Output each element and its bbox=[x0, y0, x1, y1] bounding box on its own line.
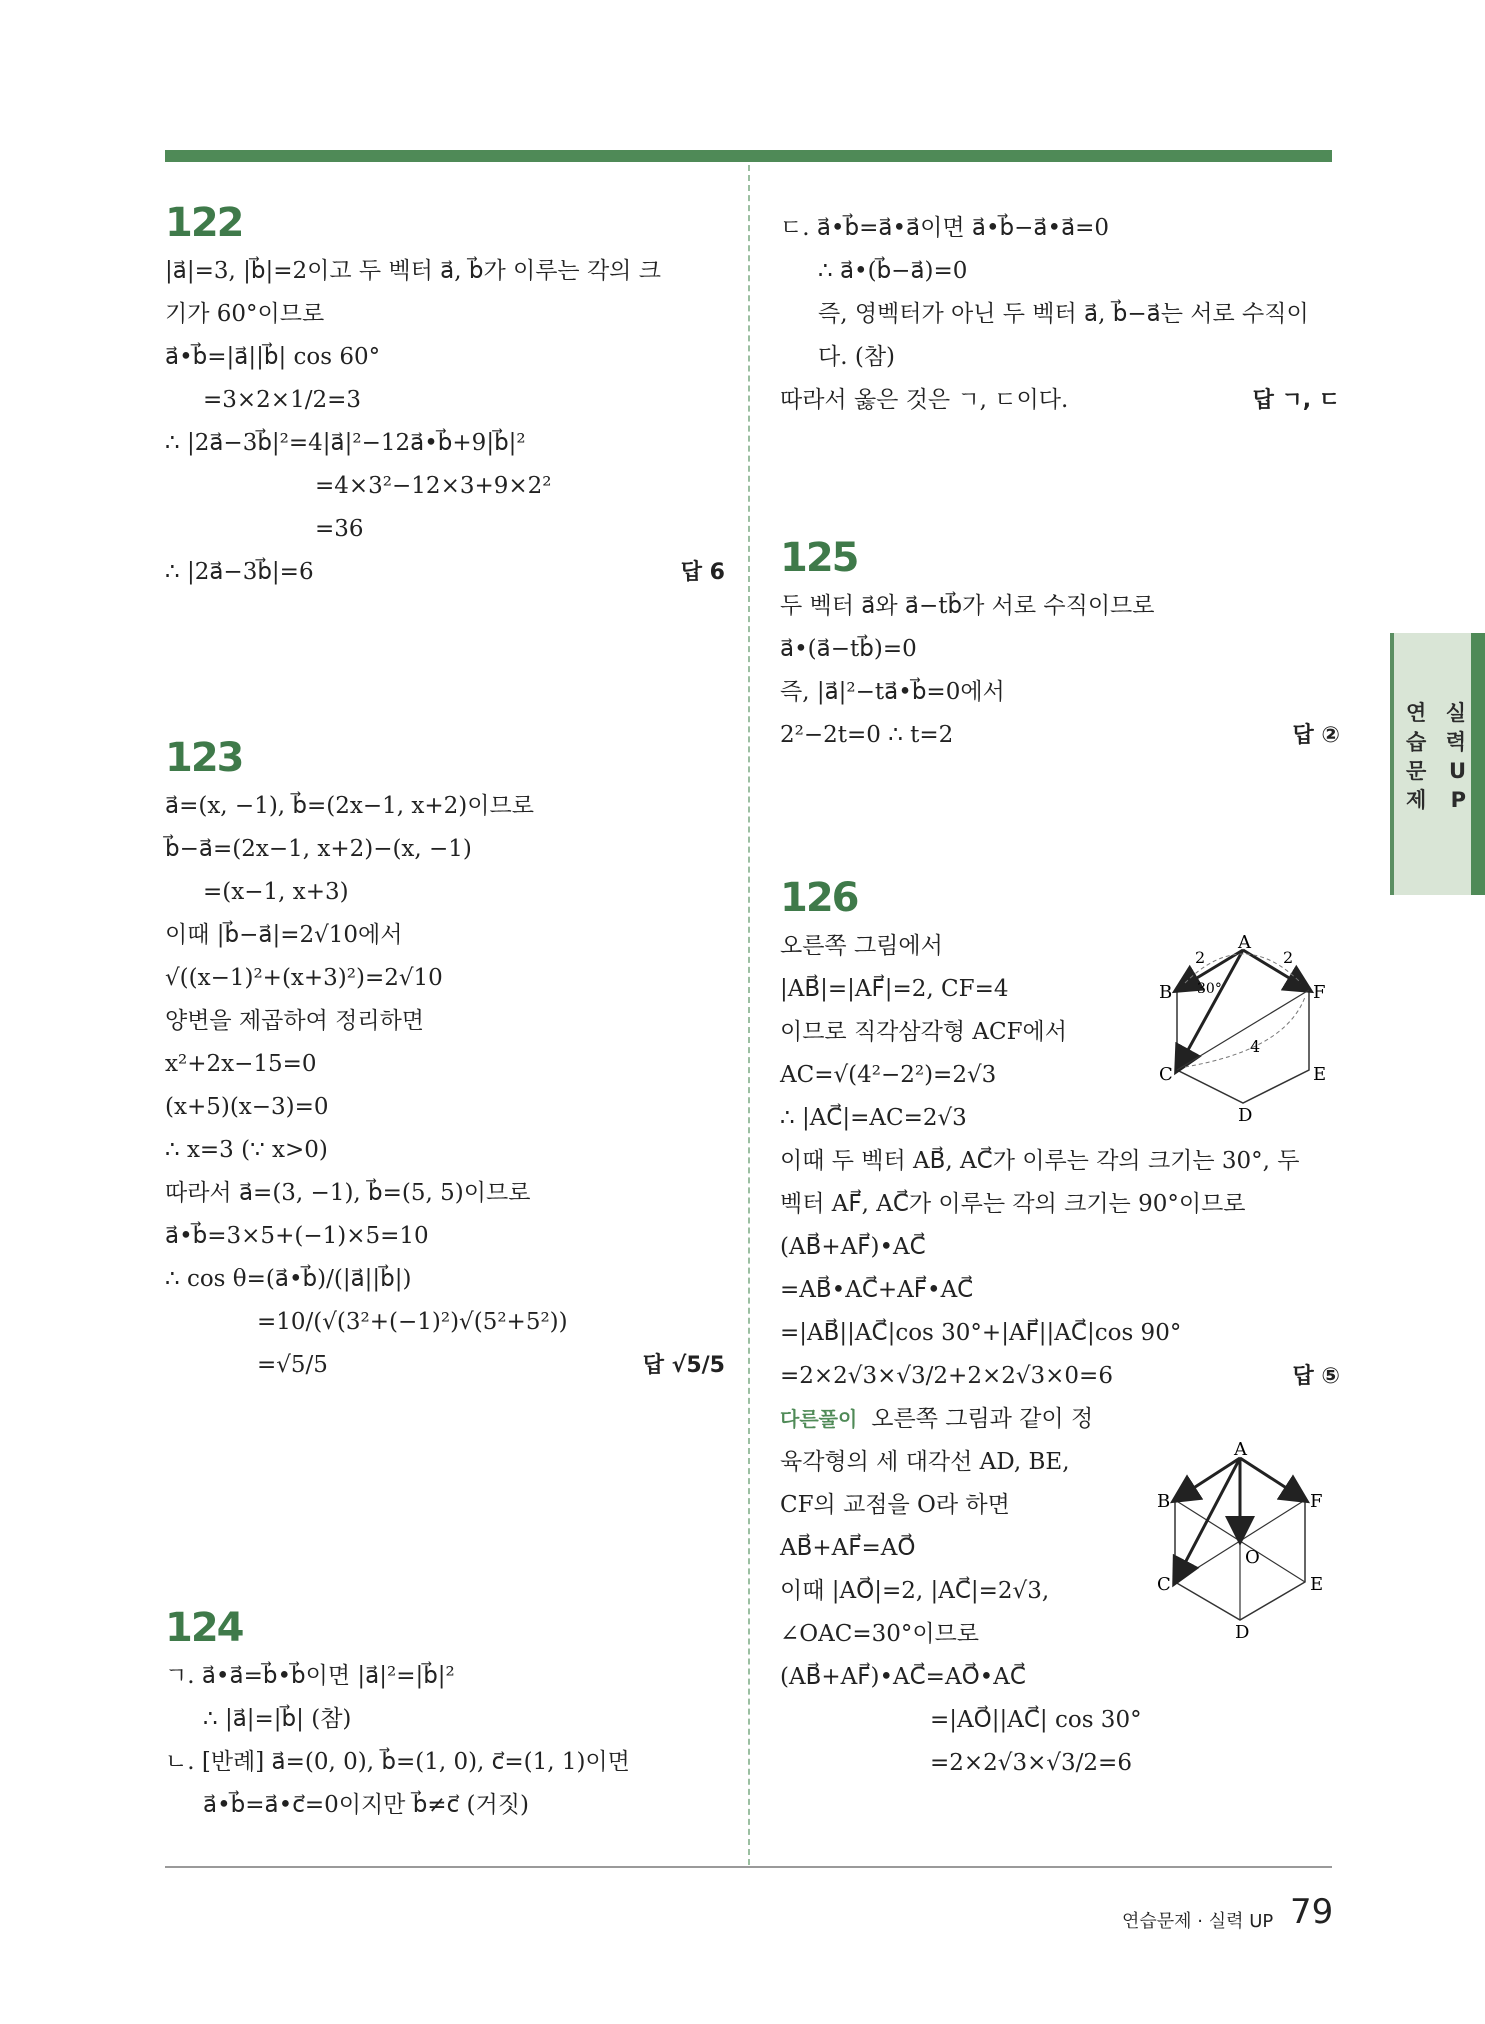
solution-line: =2×2√3×√3/2=6 bbox=[930, 1750, 1132, 1776]
answer: 답 ㄱ, ㄷ bbox=[1252, 388, 1340, 413]
vertex-label: A bbox=[1238, 932, 1251, 953]
solution-line: 벡터 AF⃗, AC⃗가 이루는 각의 크기는 90°이므로 bbox=[780, 1191, 1246, 1217]
center-label: O bbox=[1245, 1547, 1260, 1568]
solution-line bbox=[780, 1355, 1340, 1398]
solution-line: CF의 교점을 O라 하면 bbox=[780, 1492, 1010, 1518]
tab-char: P bbox=[1450, 788, 1466, 812]
column-divider bbox=[748, 165, 750, 1865]
solution-line: =3×2×1/2=3 bbox=[203, 387, 362, 413]
solution-line: AB⃗+AF⃗=AO⃗ bbox=[780, 1535, 916, 1561]
solution-line: 다. (참) bbox=[818, 344, 896, 370]
problem-124 bbox=[165, 1605, 725, 1827]
side-length-label: 2 bbox=[1195, 948, 1206, 967]
solution-line: √((x−1)²+(x+3)²)=2√10 bbox=[165, 965, 443, 991]
solution-line bbox=[165, 1344, 725, 1387]
hexagon-figure-2 bbox=[1145, 1439, 1335, 1643]
solution-line: =AB⃗•AC⃗+AF⃗•AC⃗ bbox=[780, 1277, 974, 1303]
solution-line: =10/(√(3²+(−1)²)√(5²+5²)) bbox=[257, 1309, 568, 1335]
solution-line: (AB⃗+AF⃗)•AC⃗ bbox=[780, 1234, 926, 1260]
angle-label: 30° bbox=[1197, 981, 1222, 997]
final-line: 따라서 옳은 것은 ㄱ, ㄷ이다. bbox=[780, 387, 1069, 413]
solution-line: 양변을 제곱하여 정리하면 bbox=[165, 1008, 425, 1034]
solution-line: ∴ x=3 (∵ x>0) bbox=[165, 1137, 328, 1163]
final-line: 2²−2t=0 ∴ t=2 bbox=[780, 722, 954, 748]
solution-line: b⃗−a⃗=(2x−1, x+2)−(x, −1) bbox=[165, 836, 472, 862]
problem-124-continued bbox=[780, 207, 1340, 422]
problem-number: 124 bbox=[165, 1605, 243, 1651]
problem-number: 122 bbox=[165, 200, 243, 246]
solution-line: 즉, |a⃗|²−ta⃗•b⃗=0에서 bbox=[780, 679, 1005, 705]
tab-char: 력 bbox=[1445, 730, 1466, 754]
solution-line: |AB⃗|=|AF⃗|=2, CF=4 bbox=[780, 976, 1009, 1002]
solution-line: 기가 60°이므로 bbox=[165, 301, 325, 327]
solution-line: AC=√(4²−2²)=2√3 bbox=[780, 1062, 997, 1088]
solution-line: =4×3²−12×3+9×2² bbox=[315, 473, 552, 499]
solution-line: |a⃗|=3, |b⃗|=2이고 두 벡터 a⃗, b⃗가 이루는 각의 크 bbox=[165, 258, 661, 284]
solution-line bbox=[780, 714, 1340, 757]
alt-line: 오른쪽 그림과 같이 정 bbox=[871, 1406, 1094, 1432]
vertex-label: D bbox=[1238, 1105, 1253, 1126]
solution-line: 즉, 영벡터가 아닌 두 벡터 a⃗, b⃗−a⃗는 서로 수직이 bbox=[818, 301, 1309, 327]
diagonal-length-label: 4 bbox=[1250, 1037, 1261, 1056]
solution-line: 오른쪽 그림에서 bbox=[780, 933, 943, 959]
problem-number: 126 bbox=[780, 875, 858, 921]
solution-line: ∴ cos θ=(a⃗•b⃗)/(|a⃗||b⃗|) bbox=[165, 1266, 412, 1292]
vertex-label: F bbox=[1313, 982, 1326, 1003]
solution-line: ∠OAC=30°이므로 bbox=[780, 1621, 980, 1647]
solution-line bbox=[780, 1398, 1340, 1441]
vertex-label: F bbox=[1310, 1491, 1323, 1512]
bottom-rule bbox=[165, 1866, 1332, 1868]
solution-line: =|AO⃗||AC⃗| cos 30° bbox=[930, 1707, 1142, 1733]
problem-number: 123 bbox=[165, 735, 243, 781]
solution-line: a⃗•b⃗=|a⃗||b⃗| cos 60° bbox=[165, 344, 381, 370]
alt-solution-label: 다른풀이 bbox=[780, 1407, 858, 1431]
final-line: ∴ |2a⃗−3b⃗|=6 bbox=[165, 559, 314, 585]
solution-line: 따라서 a⃗=(3, −1), b⃗=(5, 5)이므로 bbox=[165, 1180, 531, 1206]
answer: 답 6 bbox=[680, 560, 725, 585]
solution-line: a⃗•(a⃗−tb⃗)=0 bbox=[780, 636, 917, 662]
tab-char: U bbox=[1448, 759, 1466, 783]
solution-line: x²+2x−15=0 bbox=[165, 1051, 317, 1077]
solution-line: ∴ |2a⃗−3b⃗|²=4|a⃗|²−12a⃗•b⃗+9|b⃗|² bbox=[165, 430, 526, 456]
solution-line: 두 벡터 a⃗와 a⃗−tb⃗가 서로 수직이므로 bbox=[780, 593, 1155, 619]
solution-line: ∴ a⃗•(b⃗−a⃗)=0 bbox=[818, 258, 968, 284]
solution-line: (AB⃗+AF⃗)•AC⃗=AO⃗•AC⃗ bbox=[780, 1664, 1026, 1690]
top-rule bbox=[165, 150, 1332, 162]
vertex-label: C bbox=[1157, 1574, 1171, 1595]
tab-char: 습 bbox=[1406, 730, 1427, 754]
solution-line bbox=[780, 379, 1340, 422]
solution-line: 이때 두 벡터 AB⃗, AC⃗가 이루는 각의 크기는 30°, 두 bbox=[780, 1148, 1300, 1174]
solution-line: ∴ |AC⃗|=AC=2√3 bbox=[780, 1105, 967, 1131]
footer-section-label: 연습문제 · 실력 UP bbox=[1122, 1911, 1274, 1932]
solution-line: 이때 |AO⃗|=2, |AC⃗|=2√3, bbox=[780, 1578, 1050, 1604]
solution-line: ㄷ. a⃗•b⃗=a⃗•a⃗이면 a⃗•b⃗−a⃗•a⃗=0 bbox=[780, 215, 1110, 241]
vertex-label: B bbox=[1159, 982, 1173, 1003]
solution-line: ㄴ. [반례] a⃗=(0, 0), b⃗=(1, 0), c⃗=(1, 1)이면 bbox=[165, 1749, 630, 1775]
problem-122 bbox=[165, 200, 725, 594]
solution-line bbox=[165, 551, 725, 594]
answer: 답 √5/5 bbox=[642, 1353, 725, 1378]
tab-text bbox=[1406, 699, 1466, 815]
tab-char: 제 bbox=[1406, 788, 1427, 812]
solution-line: ㄱ. a⃗•a⃗=b⃗•b⃗이면 |a⃗|²=|b⃗|² bbox=[165, 1663, 455, 1689]
vertex-label: E bbox=[1310, 1574, 1324, 1595]
solution-line: a⃗=(x, −1), b⃗=(2x−1, x+2)이므로 bbox=[165, 793, 534, 819]
section-side-tab bbox=[1390, 633, 1485, 895]
page-number: 79 bbox=[1290, 1892, 1334, 1932]
solution-line: a⃗•b⃗=a⃗•c⃗=0이지만 b⃗≠c⃗ (거짓) bbox=[203, 1792, 529, 1818]
answer: 답 ② bbox=[1292, 723, 1340, 748]
answer: 답 ⑤ bbox=[1292, 1364, 1340, 1389]
solution-line: =36 bbox=[315, 516, 364, 542]
vertex-label: E bbox=[1313, 1064, 1327, 1085]
solution-line: ∴ |a⃗|=|b⃗| (참) bbox=[203, 1706, 352, 1732]
problem-123 bbox=[165, 735, 725, 1387]
solution-line: a⃗•b⃗=3×5+(−1)×5=10 bbox=[165, 1223, 429, 1249]
final-line: =2×2√3×√3/2+2×2√3×0=6 bbox=[780, 1363, 1113, 1389]
hexagon-figure-1 bbox=[1145, 932, 1335, 1126]
vertex-label: B bbox=[1157, 1491, 1171, 1512]
solution-line: 육각형의 세 대각선 AD, BE, bbox=[780, 1449, 1070, 1475]
vertex-label: C bbox=[1159, 1064, 1173, 1085]
side-length-label: 2 bbox=[1283, 948, 1294, 967]
solution-line: =(x−1, x+3) bbox=[203, 879, 349, 905]
tab-char: 실 bbox=[1445, 701, 1466, 725]
vertex-label: D bbox=[1235, 1622, 1250, 1643]
solution-line: 이때 |b⃗−a⃗|=2√10에서 bbox=[165, 922, 403, 948]
tab-char: 연 bbox=[1406, 701, 1427, 725]
problem-125 bbox=[780, 535, 1340, 757]
tab-edge bbox=[1471, 633, 1485, 895]
problem-number: 125 bbox=[780, 535, 858, 581]
vertex-label: A bbox=[1234, 1439, 1247, 1460]
final-line: =√5/5 bbox=[257, 1352, 328, 1378]
solution-line: (x+5)(x−3)=0 bbox=[165, 1094, 329, 1120]
tab-char: 문 bbox=[1406, 759, 1427, 783]
solution-line: 이므로 직각삼각형 ACF에서 bbox=[780, 1019, 1067, 1045]
solution-line: =|AB⃗||AC⃗|cos 30°+|AF⃗||AC⃗|cos 90° bbox=[780, 1320, 1182, 1346]
